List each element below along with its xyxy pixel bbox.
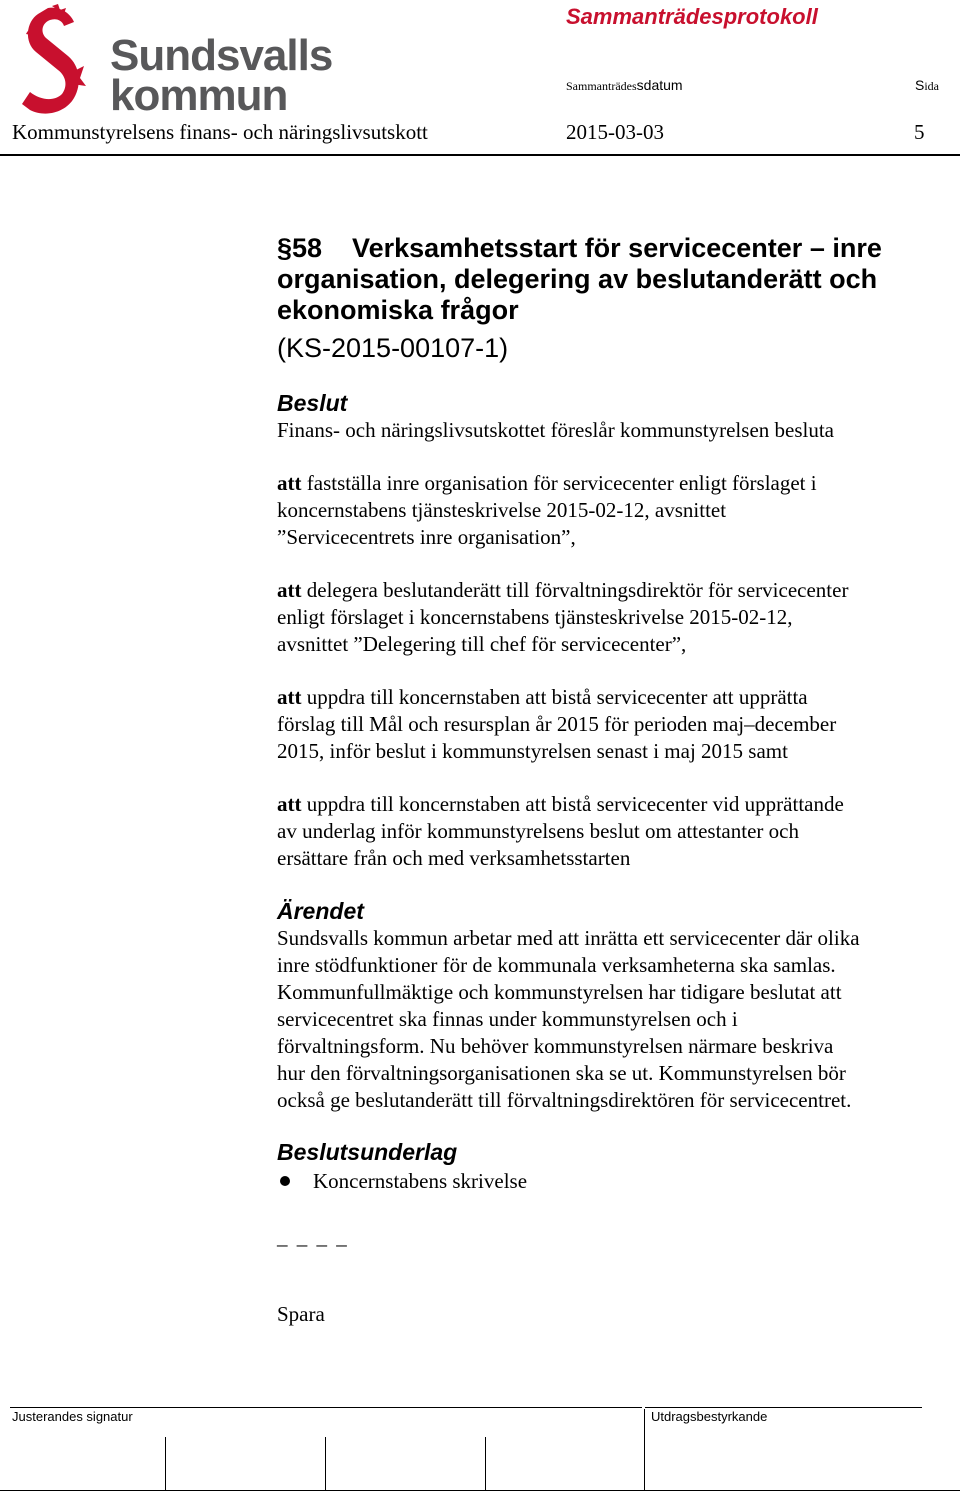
section-title-line2: organisation, delegering av beslutanderätt och: [277, 264, 878, 294]
att-keyword: att: [277, 792, 302, 816]
meeting-date: 2015-03-03: [566, 120, 664, 144]
document-type: Sammanträdesprotokoll: [566, 4, 818, 29]
arendet-line: hur den förvaltningsorganisationen ska se ut. Kommunstyrelsen bör: [277, 1061, 846, 1085]
decision-item: [277, 577, 932, 658]
signature-box-divider: [165, 1437, 166, 1490]
att-keyword: att: [277, 685, 302, 709]
signature-box-divider: [644, 1409, 645, 1490]
arendet-body: [277, 925, 947, 1114]
save-link[interactable]: Spara: [277, 1302, 325, 1326]
decision-line: av underlag inför kommunstyrelsens beslut om attestanter och: [277, 819, 799, 843]
header-divider: [0, 154, 960, 156]
bullet-icon: [280, 1176, 290, 1186]
arendet-line: servicecentret ska finnas under kommunstyrelsen och i: [277, 1007, 738, 1031]
footer-line-left: [10, 1407, 642, 1408]
decision-line: avsnittet ”Delegering till chef för servicecenter”,: [277, 632, 687, 656]
page-label-suffix: ida: [924, 79, 940, 93]
arendet-line: inre stödfunktioner för de kommunala verksamheterna ska samlas.: [277, 953, 836, 977]
beslutsunderlag-heading: Beslutsunderlag: [277, 1139, 458, 1165]
signature-box-divider: [325, 1437, 326, 1490]
case-reference: (KS-2015-00107-1): [277, 333, 509, 363]
decision-line: fastställa inre organisation för servicecenter enligt förslaget i: [306, 471, 817, 495]
att-keyword: att: [277, 471, 302, 495]
decision-line: uppdra till koncernstaben att bistå servicecenter att upprätta: [306, 685, 808, 709]
sundsvall-logo: [18, 4, 333, 120]
page-label: [915, 77, 939, 94]
beslut-heading: Beslut: [277, 390, 348, 416]
committee-name: Kommunstyrelsens finans- och näringslivsutskott: [12, 120, 428, 144]
decision-line: uppdra till koncernstaben att bistå servicecenter vid upprättande: [306, 792, 844, 816]
decision-item: [277, 470, 932, 551]
section-title: [277, 233, 932, 326]
dragon-emblem-icon: [18, 4, 88, 118]
decision-item: [277, 791, 932, 872]
decision-line: ”Servicecentrets inre organisation”,: [277, 525, 576, 549]
date-label: [566, 77, 683, 94]
logo-line1: Sundsvalls: [110, 31, 333, 80]
underlag-item: Koncernstabens skrivelse: [313, 1169, 528, 1193]
arendet-line: förvaltningsform. Nu behöver kommunstyrelsen närmare beskriva: [277, 1034, 834, 1058]
decision-line: förslag till Mål och resursplan år 2015 för perioden maj–december: [277, 712, 837, 736]
att-keyword: att: [277, 578, 302, 602]
extract-label: Utdragsbestyrkande: [651, 1409, 768, 1424]
page-label-prefix: S: [915, 77, 925, 93]
beslut-intro: Finans- och näringslivsutskottet föreslår kommunstyrelsen besluta: [277, 418, 834, 442]
signature-box-divider: [485, 1437, 486, 1490]
footer-bottom-line: [0, 1490, 960, 1491]
logo-line2: kommun: [110, 71, 288, 120]
date-label-suffix: sdatum: [636, 77, 683, 93]
arendet-line: Sundsvalls kommun arbetar med att inrätta ett servicecenter där olika: [277, 926, 860, 950]
decision-item: [277, 684, 932, 765]
arendet-line: också ge beslutanderätt till förvaltningsdirektören för servicecentret.: [277, 1088, 852, 1112]
section-title-line3: ekonomiska frågor: [277, 295, 519, 325]
date-label-prefix: Sammanträdes: [566, 79, 637, 93]
decision-line: ersättare från och med verksamhetsstarten: [277, 846, 631, 870]
footer-line-right: [645, 1407, 922, 1408]
decision-line: 2015, inför beslut i kommunstyrelsen senast i maj 2015 samt: [277, 739, 788, 763]
decision-line: koncernstabens tjänsteskrivelse 2015-02-12, avsnittet: [277, 498, 727, 522]
arendet-line: Kommunfullmäktige och kommunstyrelsen har tidigare beslutat att: [277, 980, 842, 1004]
decision-line: enligt förslaget i koncernstabens tjänsteskrivelse 2015-02-12,: [277, 605, 793, 629]
decision-line: delegera beslutanderätt till förvaltningsdirektör för servicecenter: [306, 578, 849, 602]
arendet-heading: Ärendet: [277, 898, 364, 924]
signature-label: Justerandes signatur: [12, 1409, 133, 1424]
section-title-line1: §58 Verksamhetsstart för servicecenter – inre: [277, 233, 882, 263]
divider-dashes: _ _ _ _: [277, 1225, 349, 1249]
page-number: 5: [914, 120, 925, 144]
